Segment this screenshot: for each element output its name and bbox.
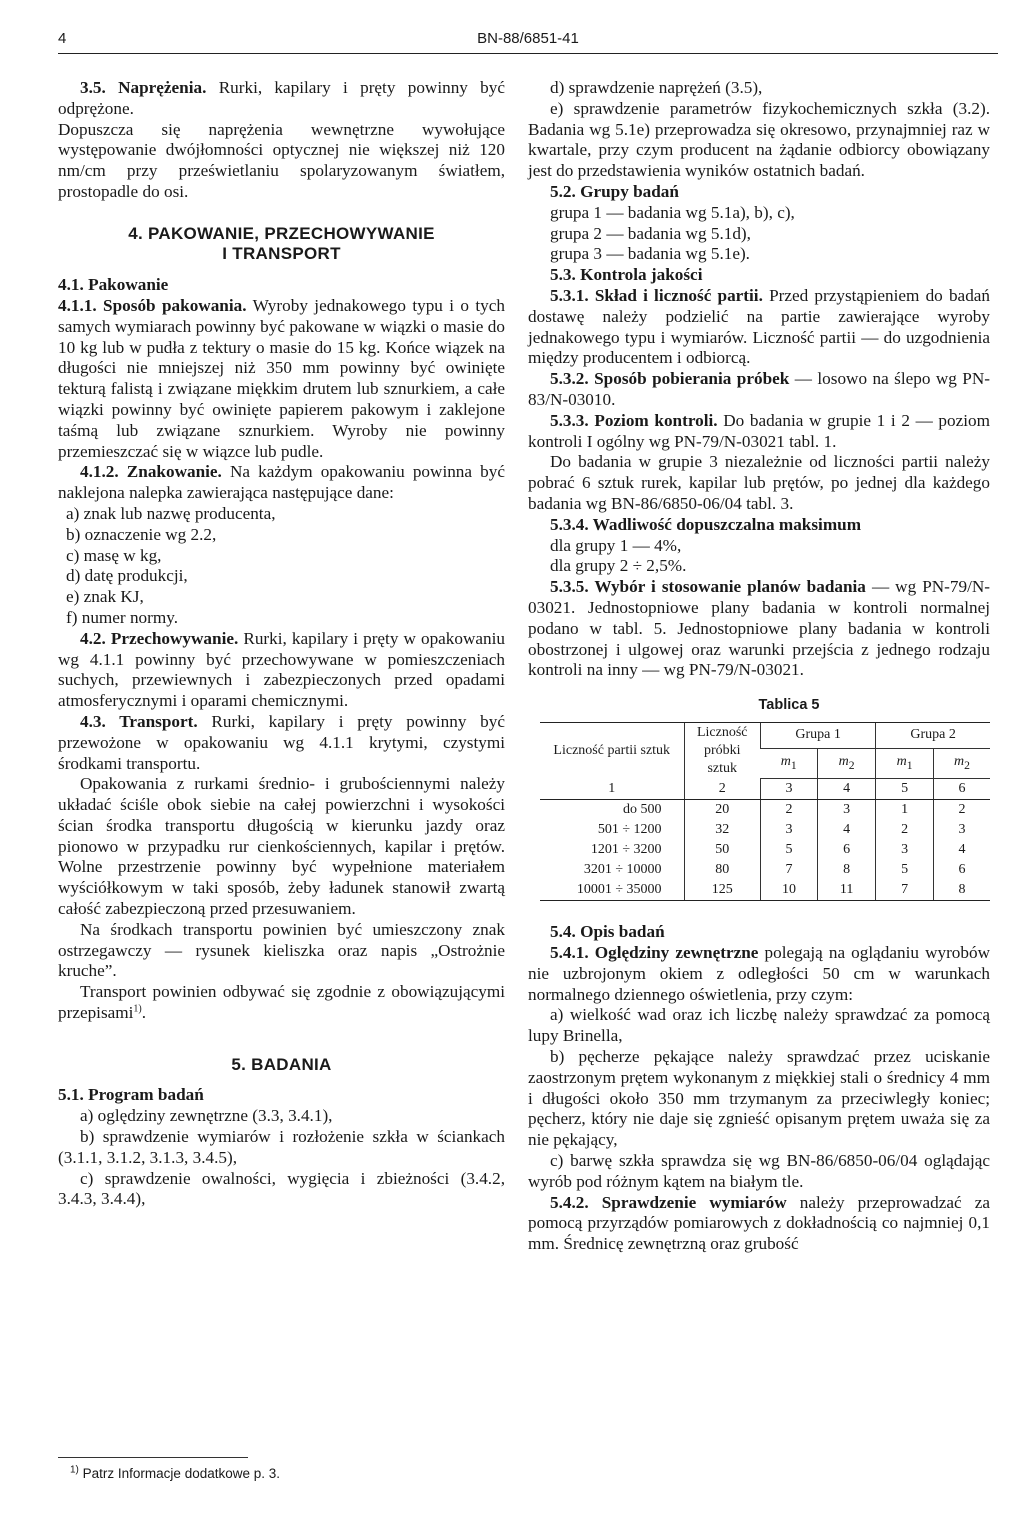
section-5-3-3-text: Do badania w grupie 1 i 2 — poziom kontroli I ogólny wg PN-79/N-03021 tabl. 1. [528, 410, 990, 451]
list-item: b) pęcherze pękające należy sprawdzać przez uciskanie zaostrzonym prętem wykonanym z miękkiej stali o średnicy 4 mm i długości około 350 mm trzymanym za przeciwległy koniec; pęcherz, który nie daje się zgnieść opisanym prętem uważa się za nie pękający, [528, 1046, 990, 1150]
table-cell: 5 [761, 840, 818, 860]
section-4-3-para-4 [58, 982, 505, 1024]
list-item: grupa 2 — badania wg 5.1d), [550, 223, 751, 243]
list-item: b) sprawdzenie wymiarów i rozłożenie szkła w ściankach (3.1.1, 3.1.2, 3.1.3, 3.4.5), [58, 1127, 505, 1167]
table-row [540, 820, 990, 840]
list-item: c) barwę szkła sprawdza się wg BN-86/6850-06/04 oglądając wyrób pod różnym kątem na białym tle. [528, 1150, 990, 1191]
table-cell: 3 [817, 800, 875, 821]
page-header [58, 30, 998, 54]
section-3-5-text: Rurki, kapilary i pręty powinny być odprężone. [58, 78, 505, 118]
section-5-3-1 [528, 286, 990, 369]
table-header-m1 [876, 748, 934, 779]
test-groups-list [528, 203, 990, 265]
list-item: grupa 1 — badania wg 5.1a), b), c), [550, 202, 795, 222]
section-4-3-text: Rurki, kapilary i pręty powinny być przewożone w opakowaniu wg 4.1.1 krytymi, czystymi środkami transportu. [58, 711, 505, 773]
table-cell: 80 [684, 860, 761, 880]
list-item: b) oznaczenie wg 2.2, [66, 524, 217, 544]
table-cell: 20 [684, 800, 761, 821]
right-column [528, 78, 990, 1255]
section-4-2-heading: 4.2. Przechowywanie. [80, 628, 239, 648]
label-data-list [58, 504, 505, 629]
list-item: grupa 3 — badania wg 5.1e). [550, 244, 750, 264]
section-3-5-heading: 3.5. Naprężenia. [80, 78, 207, 97]
document-id: BN-88/6851-41 [477, 30, 579, 47]
table-cell: 4 [933, 840, 990, 860]
list-item: f) numer normy. [66, 607, 179, 627]
table-header-m1-sub: 1 [906, 758, 913, 772]
list-item: e) znak KJ, [66, 587, 144, 607]
section-4-1-1-text: Wyroby jednakowego typu i o tych samych wymiarach powinny być pakowane w wiązki o masie do 10 kg lub w pudła z tektury o masie do 15 kg. Końce wiązek na długości nie mniejszej niż 350 mm powinny być owinięte tekturą falistą i związane miękkim drutem lub sznurkiem, a całe wiązki powinny być owinięte papierem pakowym i zaklejone taśmą lub związane sznurkiem. Wyroby nie powinny przemieszczać się w wiązce lub pudle. [58, 295, 505, 461]
table-5 [540, 722, 990, 902]
section-4-2 [58, 629, 505, 712]
table-header-m2-letter: m [838, 753, 849, 769]
section-5-4-2-heading: 5.4.2. Sprawdzenie wymiarów [550, 1192, 787, 1212]
section-5-4-heading: 5.4. Opis badań [550, 922, 665, 942]
section-5-4-2 [528, 1193, 990, 1255]
table-header-m1 [761, 748, 818, 779]
table-cell: 7 [761, 860, 818, 880]
table-5-caption: Tablica 5 [758, 697, 820, 714]
section-5-3-heading: 5.3. Kontrola jakości [550, 265, 703, 285]
table-header-m2-sub: 2 [964, 758, 970, 772]
section-5-3-4-heading: 5.3.4. Wadliwość dopuszczalna maksimum [550, 514, 862, 534]
section-5-3-2-text: — losowo na ślepo wg PN-83/N-03010. [528, 369, 990, 409]
table-col-number: 1 [540, 779, 684, 800]
section-5-3-5-text: — wg PN-79/N-03021. Jednostopniowe plany badania w kontroli normalnej podano w tabl. 5. Jednostopniowe plany badania w kontroli obostrzonej i ulgowej oraz warunki przejścia z jednego rodzaju kontroli na inny — wg PN-79/N-03021. [528, 577, 990, 680]
header-rule [58, 53, 998, 54]
table-col-number: 2 [684, 779, 761, 800]
table-header-group-2: Grupa 2 [876, 722, 990, 748]
list-item: dla grupy 2 ÷ 2,5%. [550, 556, 687, 576]
table-cell: 8 [817, 860, 875, 880]
defect-limits-list [528, 536, 990, 578]
table-col-number: 4 [817, 779, 875, 800]
section-4-3-para-4-end: . [141, 1003, 147, 1023]
table-col-number: 3 [761, 779, 818, 800]
table-row [540, 800, 990, 821]
table-header-m2-letter: m [954, 753, 965, 769]
table-cell: 2 [761, 800, 818, 821]
list-item: a) oględziny zewnętrzne (3.3, 3.4.1), [80, 1106, 333, 1126]
chapter-4-heading-line2: I TRANSPORT [222, 244, 341, 264]
table-col-number: 5 [876, 779, 934, 800]
section-4-1-2 [58, 462, 505, 504]
list-item: d) sprawdzenie naprężeń (3.5), [550, 78, 763, 97]
table-row [540, 880, 990, 901]
section-5-4-1-text: polegają na oglądaniu wyrobów nie uzbrojonym okiem z odległości 50 cm w warunkach normalnego dziennego oświetlenia, przy czym: [528, 943, 990, 1004]
section-4-3-heading: 4.3. Transport. [80, 711, 198, 731]
table-cell: 125 [684, 880, 761, 901]
footnote-text: Patrz Informacje dodatkowe p. 3. [78, 1466, 281, 1481]
table-header-m1-letter: m [780, 753, 791, 769]
section-4-1-1-heading: 4.1.1. Sposób pakowania. [58, 295, 247, 315]
section-5-3-3 [528, 411, 990, 453]
section-5-3-1-text: Przed przystąpieniem do badań dostawę należy podzielić na partie zawierające wyroby jednakowego typu i wymiarów. Liczność partii — do uzgodnienia między producentem i odbiorcą. [528, 285, 991, 368]
section-5-1-heading: 5.1. Program badań [58, 1085, 204, 1105]
table-header-sample-size: Liczność próbki sztuk [684, 722, 761, 779]
section-3-5 [58, 78, 505, 120]
section-5-3-2-heading: 5.3.2. Sposób pobierania próbek [550, 369, 790, 389]
table-cell: 8 [933, 880, 990, 901]
section-5-3-2 [528, 369, 990, 411]
list-item: d) datę produkcji, [66, 566, 188, 586]
table-cell: do 500 [623, 802, 662, 818]
table-header-m2 [817, 748, 875, 779]
section-4-1-heading: 4.1. Pakowanie [58, 275, 169, 295]
table-cell: 2 [876, 820, 934, 840]
list-item: c) sprawdzenie owalności, wygięcia i zbieżności (3.4.2, 3.4.3, 3.4.4), [58, 1168, 505, 1209]
section-5-3-1-heading: 5.3.1. Skład i liczność partii. [550, 285, 763, 305]
section-4-1-2-heading: 4.1.2. Znakowanie. [80, 462, 222, 482]
table-cell: 1201 ÷ 3200 [590, 842, 662, 858]
footnote-mark: 1) [70, 1464, 79, 1476]
table-header-lot-size: Liczność partii sztuk [540, 722, 684, 779]
list-item: a) wielkość wad oraz ich liczbę należy sprawdzać za pomocą lupy Brinella, [528, 1005, 990, 1046]
table-cell: 5 [876, 860, 934, 880]
table-cell: 3 [876, 840, 934, 860]
list-item: e) sprawdzenie parametrów fizykochemicznych szkła (3.2). Badania wg 5.1e) przeprowadza się okresowo, przynajmniej raz w kwartale, przy czym producent na żądanie odbiorcy obowiązany jest do przedstawienia wyników ostatnich badań. [528, 98, 990, 181]
section-5-2-heading: 5.2. Grupy badań [550, 181, 679, 201]
table-header-m1-letter: m [896, 753, 907, 769]
section-5-3-5 [528, 577, 990, 681]
table-cell: 11 [817, 880, 875, 901]
section-4-1-2-text: Na każdym opakowaniu powinna być naklejona nalepka zawierająca następujące dane: [58, 462, 505, 503]
table-cell: 10001 ÷ 35000 [540, 880, 684, 901]
section-4-2-text: Rurki, kapilary i pręty w opakowaniu wg 4.1.1 powinny być przechowywane w pomieszczeniach suchych, przewiewnych i zabezpieczonych przed opadami atmosferycznymi i oparami chemicznymi. [58, 628, 505, 711]
table-cell: 32 [684, 820, 761, 840]
left-column [58, 78, 505, 1210]
chapter-4-heading: 4. PAKOWANIE, PRZECHOWYWANIE [128, 223, 435, 243]
section-3-5-para: Dopuszcza się naprężenia wewnętrzne wywołujące występowanie dwójłomności optycznej nie większej niż 120 nm/cm przy prześwietlaniu spolaryzowanym światłem, prostopadle do osi. [58, 119, 505, 201]
section-5-4-1-heading: 5.4.1. Oględziny zewnętrzne [550, 943, 759, 962]
section-4-3-para-3: Na środkach transportu powinien być umieszczony znak ostrzegawczy — rysunek kieliszka oraz napis „Ostrożnie kruche”. [58, 919, 505, 981]
table-cell: 50 [684, 840, 761, 860]
table-cell: 1 [876, 800, 934, 821]
section-4-1-1 [58, 296, 505, 462]
section-5-4-2-text: należy przeprowadzać za pomocą przyrządów pomiarowych z dokładnością co najmniej 0,1 mm. Średnicę zewnętrzną oraz grubość [528, 1192, 990, 1254]
table-cell: 6 [817, 840, 875, 860]
footnote-rule [58, 1457, 248, 1458]
table-cell: 6 [933, 860, 990, 880]
table-cell: 3 [761, 820, 818, 840]
table-row [540, 840, 990, 860]
list-item: c) masę w kg, [66, 545, 162, 565]
table-header-m1-sub: 1 [790, 758, 797, 772]
section-5-3-3-para-2: Do badania w grupie 3 niezależnie od liczności partii należy pobrać 6 sztuk rurek, kapilar lub prętów, po jednej dla każdego badania wg BN-86/6850-06/04 tabl. 3. [528, 452, 990, 513]
table-cell: 3201 ÷ 10000 [583, 862, 662, 878]
page-number: 4 [58, 30, 67, 47]
table-header-group-1: Grupa 1 [761, 722, 876, 748]
table-cell: 501 ÷ 1200 [597, 822, 662, 838]
section-4-3 [58, 712, 505, 774]
table-cell: 10 [761, 880, 818, 901]
section-4-3-para-2: Opakowania z rurkami średnio- i grubościennymi należy układać ściśle obok siebie na całej powierzchni i wysokości ścian środka transportu długością w kierunku jazdy oraz pionowo w przypadku rur cienkościennych, kapilar i prętów. Wolne przestrzenie powinny być wypełnione materiałem wyściółkowym w taki sposób, żeby ładunek stanowił zwartą całość zabezpieczoną przed przesuwaniem. [58, 774, 505, 919]
table-header-m2-sub: 2 [848, 758, 855, 772]
list-item: dla grupy 1 — 4%, [550, 535, 682, 555]
table-row [540, 860, 990, 880]
section-5-3-3-heading: 5.3.3. Poziom kontroli. [550, 410, 718, 430]
table-cell: 2 [933, 800, 990, 821]
section-4-3-para-4-text: Transport powinien odbywać się zgodnie z obowiązującymi przepisami [58, 982, 505, 1023]
section-5-4-1 [528, 943, 990, 1005]
table-col-number: 6 [933, 779, 990, 800]
table-cell: 4 [817, 820, 875, 840]
table-cell: 7 [876, 880, 934, 901]
footnote [70, 1466, 280, 1481]
section-5-3-5-heading: 5.3.5. Wybór i stosowanie planów badania [550, 577, 866, 597]
list-item: a) znak lub nazwę producenta, [66, 503, 276, 523]
table-cell: 3 [933, 820, 990, 840]
chapter-5-heading: 5. BADANIA [231, 1054, 332, 1074]
table-header-m2 [933, 748, 990, 779]
footnote-ref: 1) [133, 1003, 142, 1015]
